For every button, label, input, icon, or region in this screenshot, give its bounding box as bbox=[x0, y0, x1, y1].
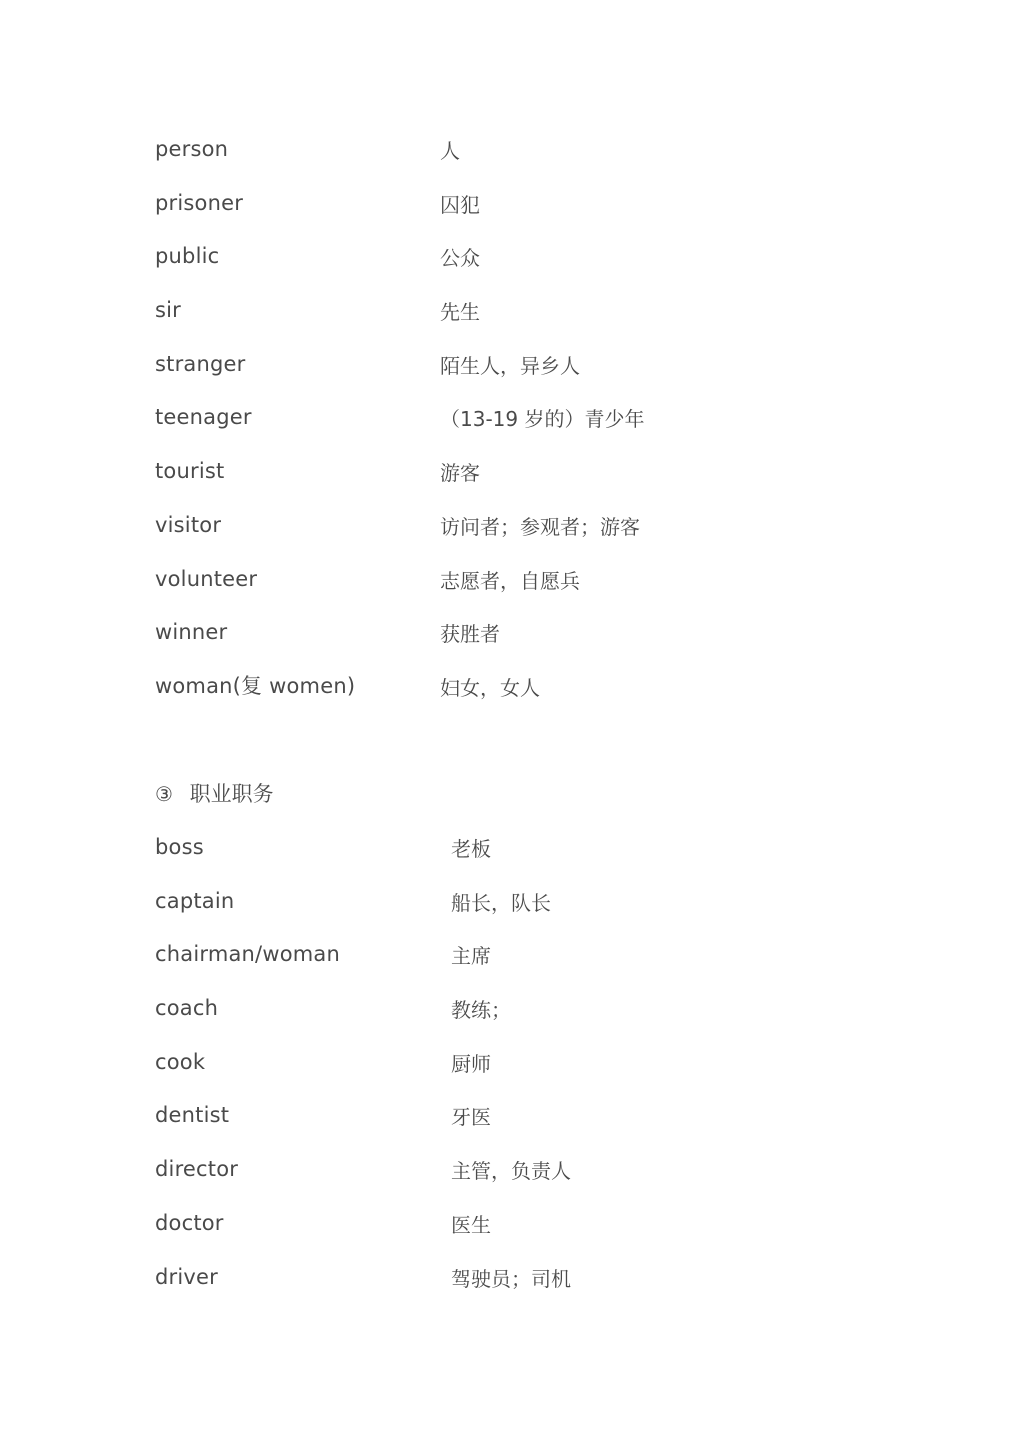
english-word: woman(复 women) bbox=[155, 673, 356, 698]
english-word: sir bbox=[155, 298, 182, 323]
english-word: stranger bbox=[155, 351, 246, 376]
chinese-meaning: 主席 bbox=[451, 944, 491, 969]
vocab-row bbox=[155, 989, 855, 1043]
chinese-meaning: 公众 bbox=[440, 246, 480, 271]
chinese-meaning: 访问者；参观者；游客 bbox=[440, 514, 640, 539]
english-word: cook bbox=[155, 1049, 206, 1074]
vocab-row bbox=[155, 1150, 855, 1204]
english-word: prisoner bbox=[155, 190, 244, 215]
vocab-row bbox=[155, 613, 855, 667]
vocab-row bbox=[155, 398, 855, 452]
vocab-row bbox=[155, 828, 855, 882]
vocab-row bbox=[155, 1043, 855, 1097]
vocab-row bbox=[155, 1258, 855, 1312]
chinese-meaning: 牙医 bbox=[451, 1105, 491, 1130]
vocab-row bbox=[155, 935, 855, 989]
vocab-row bbox=[155, 882, 855, 936]
chinese-meaning: （13-19 岁的）青少年 bbox=[440, 407, 645, 432]
english-word: person bbox=[155, 137, 229, 161]
chinese-meaning: 老板 bbox=[451, 837, 491, 861]
chinese-meaning: 获胜者 bbox=[440, 622, 500, 647]
section-heading bbox=[155, 776, 855, 828]
chinese-meaning: 妇女，女人 bbox=[440, 675, 540, 700]
chinese-meaning: 厨师 bbox=[451, 1051, 491, 1076]
english-word: driver bbox=[155, 1264, 218, 1289]
vocab-row bbox=[155, 452, 855, 506]
chinese-meaning: 陌生人，异乡人 bbox=[440, 353, 580, 378]
chinese-meaning: 囚犯 bbox=[440, 192, 480, 217]
english-word: public bbox=[155, 244, 220, 269]
english-word: visitor bbox=[155, 512, 222, 537]
english-word: doctor bbox=[155, 1210, 224, 1235]
vocab-row bbox=[155, 291, 855, 345]
chinese-meaning: 人 bbox=[440, 139, 460, 163]
chinese-meaning: 游客 bbox=[440, 461, 480, 486]
vocab-row bbox=[155, 130, 855, 184]
chinese-meaning: 先生 bbox=[440, 300, 480, 325]
english-word: coach bbox=[155, 996, 219, 1021]
english-word: captain bbox=[155, 888, 235, 913]
chinese-meaning: 主管，负责人 bbox=[451, 1159, 571, 1184]
english-word: volunteer bbox=[155, 566, 258, 591]
english-word: chairman/woman bbox=[155, 942, 340, 967]
english-word: winner bbox=[155, 620, 228, 645]
chinese-meaning: 船长，队长 bbox=[451, 890, 551, 915]
english-word: tourist bbox=[155, 459, 225, 484]
vocab-row bbox=[155, 506, 855, 560]
english-word: dentist bbox=[155, 1103, 230, 1128]
english-word: teenager bbox=[155, 405, 252, 430]
vocab-row bbox=[155, 184, 855, 238]
vocab-row bbox=[155, 560, 855, 614]
vocab-row bbox=[155, 237, 855, 291]
vocab-row bbox=[155, 1096, 855, 1150]
circled-number-three: ③ bbox=[155, 782, 173, 806]
chinese-meaning: 教练； bbox=[451, 998, 511, 1023]
section-title: 职业职务 bbox=[189, 782, 274, 806]
vocabulary-list-people bbox=[155, 130, 855, 721]
english-word: director bbox=[155, 1157, 239, 1182]
chinese-meaning: 志愿者，自愿兵 bbox=[440, 568, 580, 593]
vocab-row bbox=[155, 345, 855, 399]
vocab-row bbox=[155, 667, 855, 721]
chinese-meaning: 驾驶员；司机 bbox=[451, 1266, 571, 1291]
english-word: boss bbox=[155, 835, 204, 859]
vocab-row bbox=[155, 1204, 855, 1258]
chinese-meaning: 医生 bbox=[451, 1212, 491, 1237]
vocabulary-list-occupations bbox=[155, 776, 855, 1311]
